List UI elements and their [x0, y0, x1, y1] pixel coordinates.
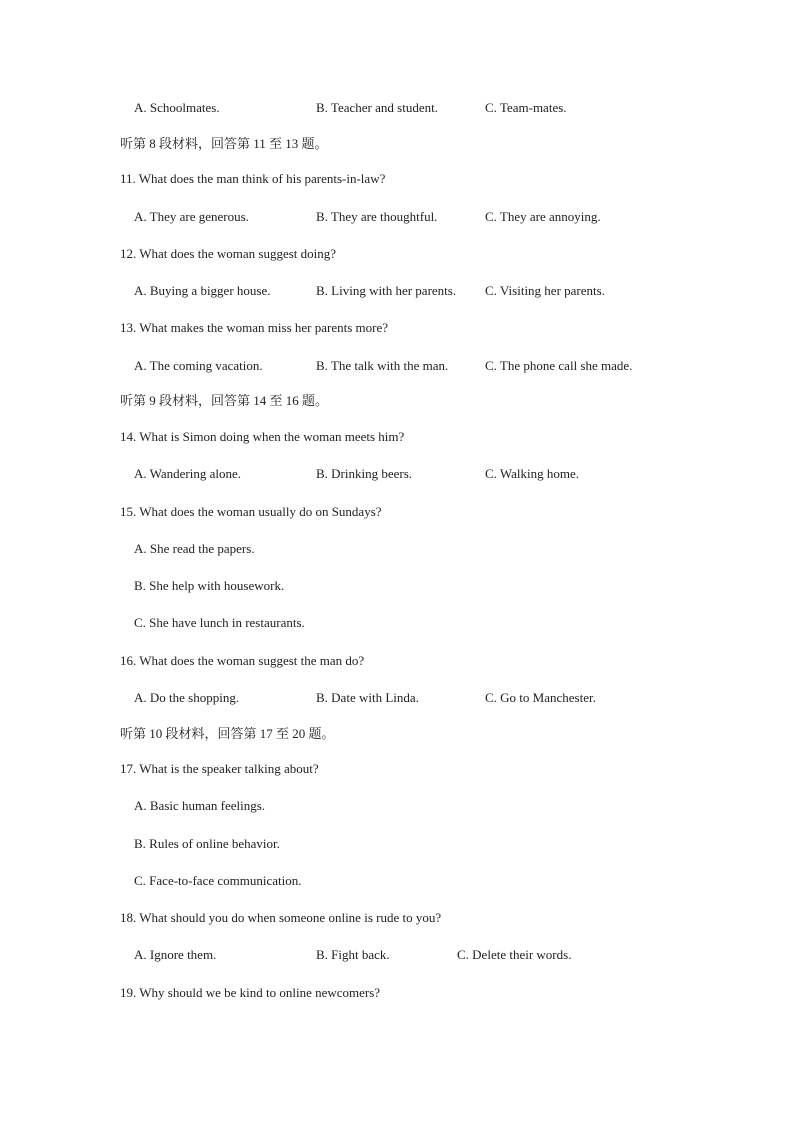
q15-option-a: A. She read the papers.: [134, 541, 255, 556]
section-10-instruction: 听第 10 段材料，回答第 17 至 20 题。: [120, 726, 335, 741]
q17-option-c: C. Face-to-face communication.: [134, 873, 302, 888]
question-18: 18. What should you do when someone online is rude to you?: [120, 910, 442, 925]
q12-option-b: B. Living with her parents.: [316, 283, 457, 298]
q18-option-c: C. Delete their words.: [457, 947, 572, 962]
q17-option-a: A. Basic human feelings.: [134, 798, 266, 813]
question-15: 15. What does the woman usually do on Sundays?: [120, 504, 382, 519]
section-9-instruction: 听第 9 段材料，回答第 14 至 16 题。: [120, 393, 329, 408]
question-11: 11. What does the man think of his parents-in-law?: [120, 171, 386, 186]
q15-option-c: C. She have lunch in restaurants.: [134, 615, 305, 630]
q10-option-c: C. Team-mates.: [485, 100, 567, 115]
q12-option-a: A. Buying a bigger house.: [134, 283, 271, 298]
q11-option-c: C. They are annoying.: [485, 209, 601, 224]
q13-option-c: C. The phone call she made.: [485, 358, 633, 373]
q16-option-b: B. Date with Linda.: [316, 690, 419, 705]
question-14: 14. What is Simon doing when the woman meets him?: [120, 429, 405, 444]
q13-option-a: A. The coming vacation.: [134, 358, 263, 373]
q15-option-b: B. She help with housework.: [134, 578, 285, 593]
section-8-instruction: 听第 8 段材料，回答第 11 至 13 题。: [120, 136, 328, 151]
q14-option-a: A. Wandering alone.: [134, 466, 242, 481]
q12-option-c: C. Visiting her parents.: [485, 283, 605, 298]
question-12: 12. What does the woman suggest doing?: [120, 246, 337, 261]
q14-option-b: B. Drinking beers.: [316, 466, 413, 481]
q18-option-a: A. Ignore them.: [134, 947, 217, 962]
q14-option-c: C. Walking home.: [485, 466, 580, 481]
q18-option-b: B. Fight back.: [316, 947, 390, 962]
question-19: 19. Why should we be kind to online newcomers?: [120, 985, 381, 1000]
q16-option-a: A. Do the shopping.: [134, 690, 240, 705]
q17-option-b: B. Rules of online behavior.: [134, 836, 280, 851]
q16-option-c: C. Go to Manchester.: [485, 690, 596, 705]
q10-option-b: B. Teacher and student.: [316, 100, 438, 115]
q11-option-a: A. They are generous.: [134, 209, 249, 224]
q10-option-a: A. Schoolmates.: [134, 100, 220, 115]
question-17: 17. What is the speaker talking about?: [120, 761, 319, 776]
question-13: 13. What makes the woman miss her parents more?: [120, 320, 388, 335]
question-16: 16. What does the woman suggest the man do?: [120, 653, 365, 668]
q11-option-b: B. They are thoughtful.: [316, 209, 438, 224]
q13-option-b: B. The talk with the man.: [316, 358, 449, 373]
